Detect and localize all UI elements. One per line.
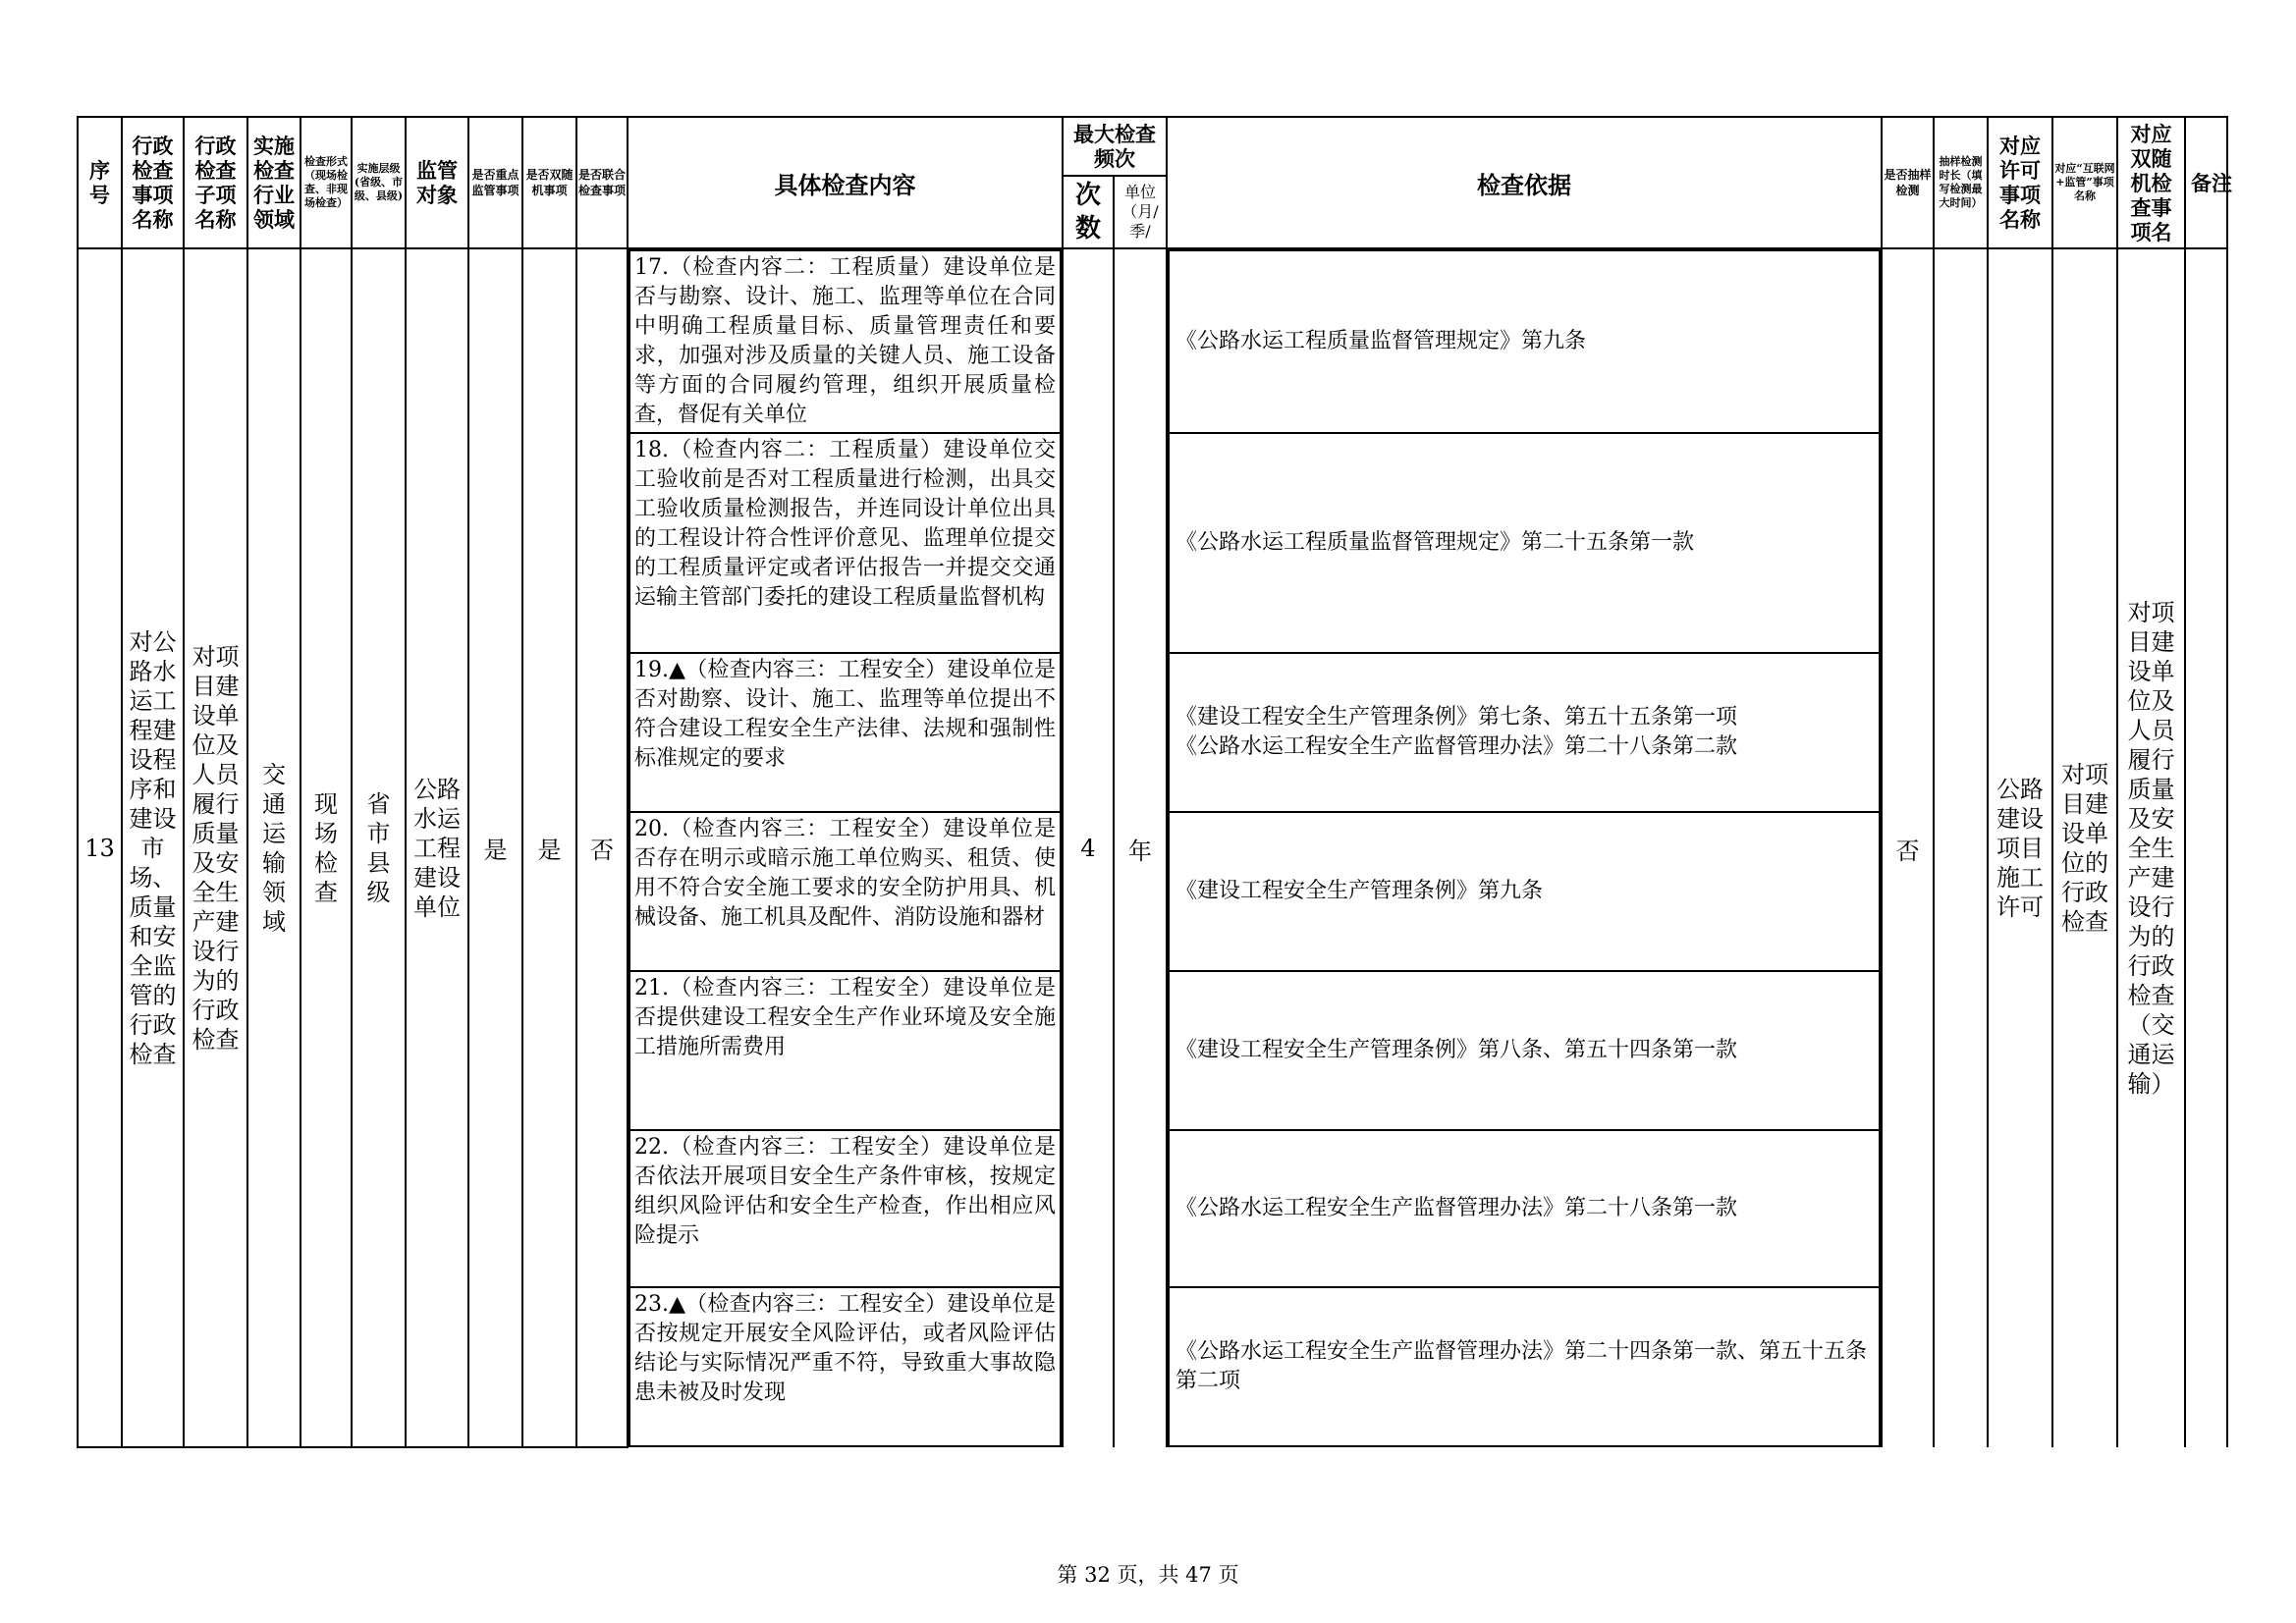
header-key-item: 是否重点监管事项 xyxy=(468,117,522,248)
basis-text-19a: 《建设工程安全生产管理条例》第七条、第五十五条第一项 xyxy=(1175,705,1738,730)
basis-text-20: 《建设工程安全生产管理条例》第九条 xyxy=(1175,879,1544,903)
header-joint-item: 是否联合检查事项 xyxy=(576,117,628,248)
data-row xyxy=(78,248,2227,1447)
content-column xyxy=(628,248,1063,1447)
header-sub-item-name: 行政检查子项名称 xyxy=(184,117,247,248)
cell-joint-item: 否 xyxy=(576,248,628,1447)
header-industry: 实施检查行业领域 xyxy=(247,117,301,248)
cell-double-random: 对项目建设单位及人员履行质量及安全生产建设行为的行政检查（交通运输） xyxy=(2117,248,2185,1447)
cell-license: 公路建设项目施工许可 xyxy=(1988,248,2052,1447)
header-unit: 单位（月/季/ xyxy=(1114,176,1167,248)
cell-times: 4 xyxy=(1063,248,1114,1447)
header-sampling: 是否抽样检测 xyxy=(1882,117,1934,248)
header-max-freq: 最大检查频次 xyxy=(1063,117,1167,176)
header-row-1 xyxy=(78,117,2227,176)
cell-industry: 交通运输领域 xyxy=(247,248,301,1447)
inspection-table xyxy=(77,116,2232,1448)
header-random-item: 是否双随机事项 xyxy=(522,117,576,248)
header-basis: 检查依据 xyxy=(1167,117,1882,248)
cell-level: 省市县级 xyxy=(352,248,406,1447)
cell-internet: 对项目建设单位的行政检查 xyxy=(2052,248,2117,1447)
basis-text-18: 《公路水运工程质量监督管理规定》第二十五条第一款 xyxy=(1175,530,1695,555)
basis-item-20 xyxy=(1168,813,1881,972)
basis-column xyxy=(1167,248,1882,1447)
content-item-21: 21.（检查内容三：工程安全）建设单位是否提供建设工程安全生产作业环境及安全施工措施所需费用 xyxy=(629,972,1062,1131)
content-item-20: 20.（检查内容三：工程安全）建设单位是否存在明示或暗示施工单位购买、租赁、使用不符合安全施工要求的安全防护用具、机械设备、施工机具及配件、消防设施和器材 xyxy=(629,813,1062,972)
cell-remark xyxy=(2185,248,2227,1447)
header-remark: 备注 xyxy=(2185,117,2227,248)
basis-item-17 xyxy=(1168,249,1881,434)
header-form: 检查形式（现场检查、非现场检查） xyxy=(301,117,352,248)
cell-form: 现场检查 xyxy=(301,248,352,1447)
content-item-17: 17.（检查内容二：工程质量）建设单位是否与勘察、设计、施工、监理等单位在合同中明确工程质量目标、质量管理责任和要求，加强对涉及质量的关键人员、施工设备等方面的合同履约管理，组织开展质量检查，督促有关单位 xyxy=(629,249,1062,434)
cell-key-item: 是 xyxy=(468,248,522,1447)
page-footer: 第 32 页，共 47 页 xyxy=(1057,1563,1239,1587)
header-double-random: 对应双随机检查事项名 xyxy=(2117,117,2185,248)
content-item-23: 23.▲（检查内容三：工程安全）建设单位是否按规定开展安全风险评估，或者风险评估结论与实际情况严重不符，导致重大事故隐患未被及时发现 xyxy=(629,1288,1062,1447)
content-item-19: 19.▲（检查内容三：工程安全）建设单位是否对勘察、设计、施工、监理等单位提出不符合建设工程安全生产法律、法规和强制性标准规定的要求 xyxy=(629,654,1062,813)
header-license: 对应许可事项名称 xyxy=(1988,117,2052,248)
basis-item-21 xyxy=(1168,972,1881,1131)
cell-unit: 年 xyxy=(1114,248,1167,1447)
cell-seq: 13 xyxy=(78,248,122,1447)
cell-random-item: 是 xyxy=(522,248,576,1447)
header-sample-time: 抽样检测时长（填写检测最大时间） xyxy=(1934,117,1988,248)
header-seq: 序号 xyxy=(78,117,122,248)
cell-sub-item-name: 对项目建设单位及人员履行质量及安全生产建设行为的行政检查 xyxy=(184,248,247,1447)
basis-item-18 xyxy=(1168,434,1881,654)
cell-target: 公路水运工程建设单位 xyxy=(406,248,468,1447)
header-level: 实施层级(省级、市级、县级) xyxy=(352,117,406,248)
basis-item-19 xyxy=(1168,654,1881,813)
basis-item-22 xyxy=(1168,1131,1881,1288)
cell-sample-time xyxy=(1934,248,1988,1447)
header-item-name: 行政检查事项名称 xyxy=(122,117,184,248)
basis-text-22: 《公路水运工程安全生产监督管理办法》第二十八条第一款 xyxy=(1175,1196,1738,1220)
header-times: 次数 xyxy=(1063,176,1114,248)
cell-item-name: 对公路水运工程建设程序和建设市场、质量和安全监管的行政检查 xyxy=(122,248,184,1447)
header-internet: 对应“互联网+监管”事项名称 xyxy=(2052,117,2117,248)
header-target: 监管对象 xyxy=(406,117,468,248)
basis-text-17: 《公路水运工程质量监督管理规定》第九条 xyxy=(1175,329,1587,353)
cell-sampling: 否 xyxy=(1882,248,1934,1447)
basis-text-19b: 《公路水运工程安全生产监督管理办法》第二十八条第二款 xyxy=(1175,734,1738,759)
header-content: 具体检查内容 xyxy=(628,117,1063,248)
basis-item-23 xyxy=(1168,1288,1881,1447)
content-item-22: 22.（检查内容三：工程安全）建设单位是否依法开展项目安全生产条件审核，按规定组织风险评估和安全生产检查，作出相应风险提示 xyxy=(629,1131,1062,1288)
basis-text-23: 《公路水运工程安全生产监督管理办法》第二十四条第一款、第五十五条第二项 xyxy=(1175,1339,1868,1393)
basis-text-21: 《建设工程安全生产管理条例》第八条、第五十四条第一款 xyxy=(1175,1038,1738,1062)
content-item-18: 18.（检查内容二：工程质量）建设单位交工验收前是否对工程质量进行检测，出具交工验收质量检测报告，并连同设计单位出具的工程设计符合性评价意见、监理单位提交的工程质量评定或者评估报告一并提交交通运输主管部门委托的建设工程质量监督机构 xyxy=(629,434,1062,654)
